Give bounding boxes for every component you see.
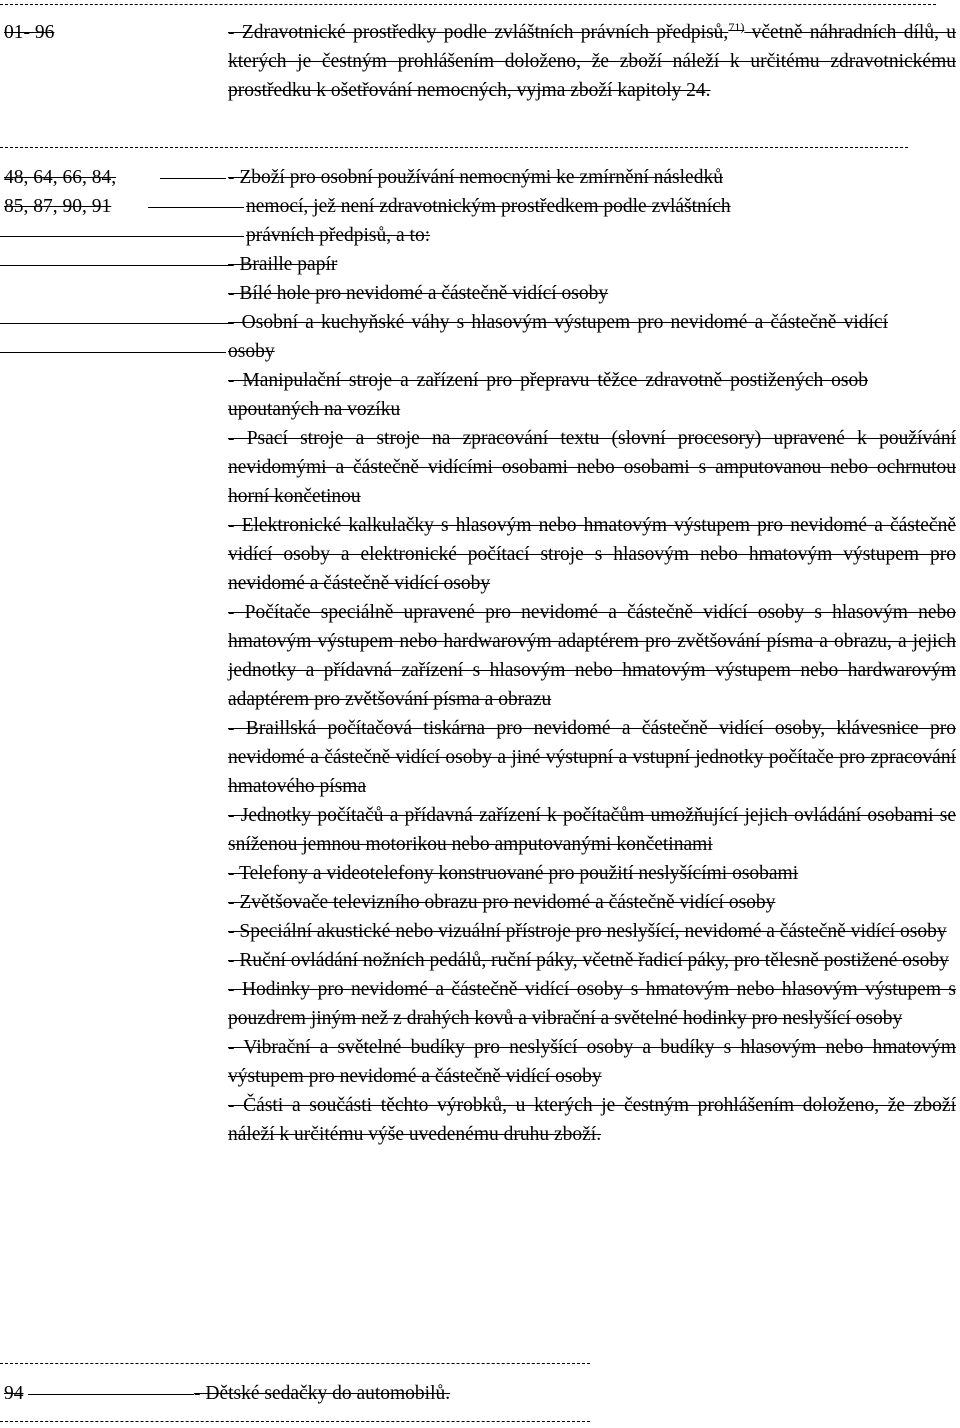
list-item: - Braille papír [228, 254, 338, 275]
list-item: - Elektronické kalkulačky s hlasovým nebo hmatovým výstupem pro nevidomé a částečně vidící osoby a elektronické počítací stroje s hlasovým nebo hmatovým výstupem pro nevidomé a částečně vidící osoby [228, 515, 956, 594]
leader-line [0, 352, 226, 353]
entry-text [228, 18, 956, 105]
list-item: - Osobní a kuchyňské váhy s hlasovým výstupem pro nevidomé a částečně vidící osoby [228, 312, 888, 362]
list-item: - Psací stroje a stroje na zpracování textu (slovní procesory) upravené k používání nevidomými a částečně vidícími osobami nebo osobami s amputovanou nebo ochrnutou horní končetinou [228, 428, 956, 507]
entry-text-lead: - Zdravotnické prostředky podle zvláštních právních předpisů, [228, 22, 729, 43]
list-item: - Telefony a videotelefony konstruované pro použití neslyšícími osobami [228, 863, 799, 884]
entry-text: - Dětské sedačky do automobilů. [194, 1383, 451, 1404]
leader-line [160, 178, 226, 179]
list-item: - Braillská počítačová tiskárna pro nevidomé a částečně vidící osoby, klávesnice pro nevidomé a částečně vidící osoby a jiné výstupní a vstupní jednotky počítače pro zpracování hmatového písma [228, 718, 956, 797]
leader-line [0, 265, 230, 266]
list-item: - Jednotky počítačů a přídavná zařízení k počítačům umožňující jejich ovládání osobami se sníženou jemnou motorikou nebo amputovanými končetinami [228, 805, 956, 855]
entry-code-line-1: 48, 64, 66, 84, [4, 167, 117, 188]
leader-line [0, 236, 244, 237]
separator-after-entry-1 [0, 147, 908, 148]
separator-top [0, 4, 936, 5]
leader-line [0, 323, 230, 324]
entry-text-rest: včetně náhradních dílů, u kterých je čestným prohlášením doloženo, že zboží náleží k určitému zdravotnickému prostředku k ošetřování nemocných, vyjma zboží kapitoly 24. [228, 22, 957, 101]
footnote-ref: 71) [728, 20, 745, 34]
separator-bottom [0, 1421, 590, 1422]
list-item: - Hodinky pro nevidomé a částečně vidící osoby s hmatovým nebo hlasovým výstupem s pouzdrem jiným než z drahých kovů a vibrační a světelné hodinky pro neslyšící osoby [228, 979, 956, 1029]
leader-line [148, 207, 244, 208]
list-item: - Počítače speciálně upravené pro nevidomé a částečně vidící osoby s hlasovým nebo hmatovým výstupem nebo hardwarovým adaptérem pro zvětšování písma a obrazu, a jejich jednotky a přídavná zařízení s hlasovým nebo hmatovým výstupem nebo hardwarovým adaptérem pro zvětšování písma a obrazu [228, 602, 956, 710]
list-item: - Vibrační a světelné budíky pro neslyšící osoby a budíky s hlasovým nebo hmatovým výstupem pro nevidomé a částečně vidící osoby [228, 1037, 956, 1087]
entry-code-line-2: 85, 87, 90, 91 [4, 196, 112, 217]
entry-intro-line-3: právních předpisů, a to: [246, 225, 431, 246]
leader-line [28, 1394, 194, 1395]
entry-intro-line-2: nemocí, jež není zdravotnickým prostředkem podle zvláštních [246, 196, 731, 217]
list-item: - Manipulační stroje a zařízení pro přepravu těžce zdravotně postižených osob upoutaných na vozíku [228, 370, 868, 420]
list-item: - Ruční ovládání nožních pedálů, ruční páky, včetně řadicí páky, pro tělesně postižené osoby [228, 950, 949, 971]
entry-code: 94 [4, 1383, 24, 1404]
list-item: - Části a součásti těchto výrobků, u kterých je čestným prohlášením doloženo, že zboží náleží k určitému výše uvedenému druhu zboží. [228, 1095, 956, 1145]
separator-after-entry-2 [0, 1363, 590, 1364]
list-item: - Zvětšovače televizního obrazu pro nevidomé a částečně vidící osoby [228, 892, 776, 913]
list-item: - Bílé hole pro nevidomé a částečně vidící osoby [228, 283, 609, 304]
entry-intro-line-1: - Zboží pro osobní používání nemocnými ke zmírnění následků [228, 167, 723, 188]
list-item: - Speciální akustické nebo vizuální přístroje pro neslyšící, nevidomé a částečně vidící osoby [228, 921, 947, 942]
entry-code: 01- 96 [4, 22, 55, 43]
entry-item-list [228, 250, 956, 1149]
